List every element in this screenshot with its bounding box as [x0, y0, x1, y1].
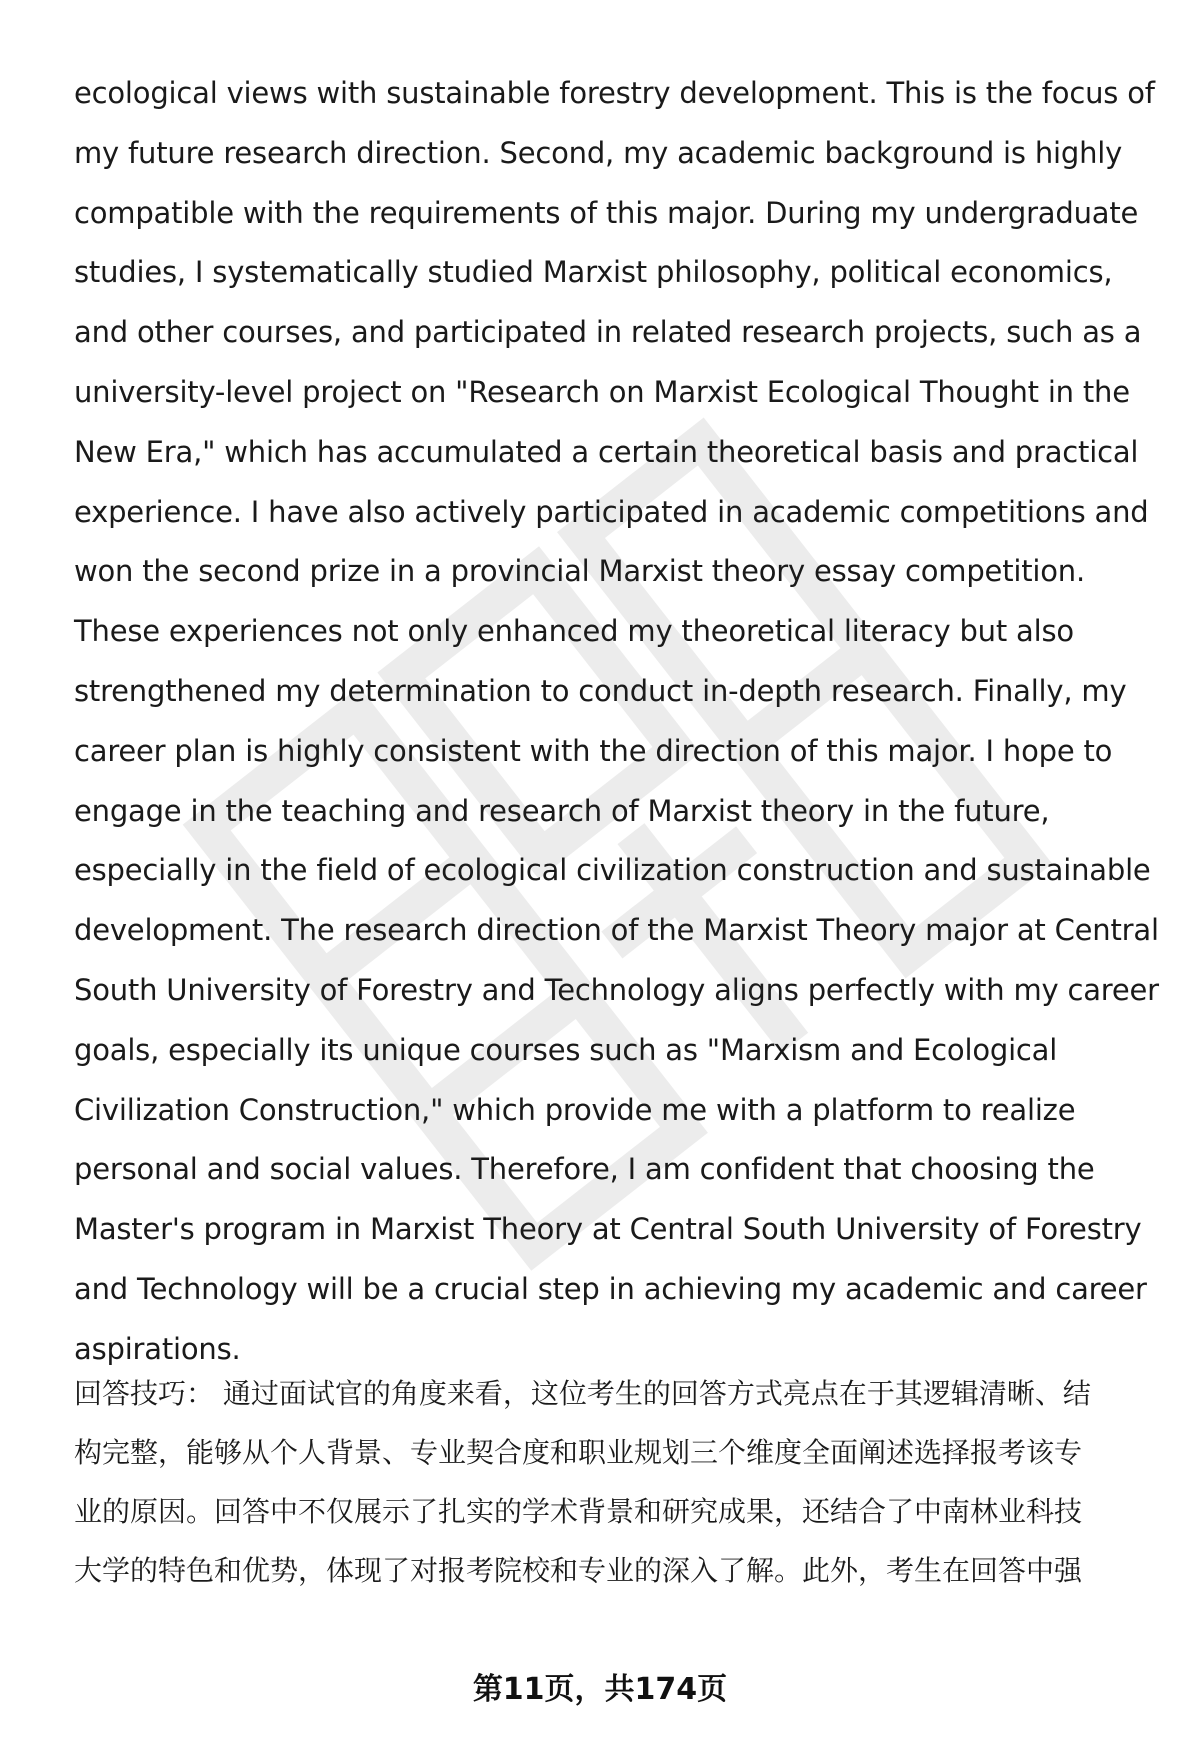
answer-tips-text: [74, 1364, 1154, 1600]
text-line: Civilization Construction," which provide me with a platform to realize: [74, 1092, 1076, 1127]
text-line: These experiences not only enhanced my theoretical literacy but also: [74, 614, 1074, 649]
answer-body-text: [74, 64, 1159, 1380]
tips-line: 回答技巧： 通过面试官的角度来看，这位考生的回答方式亮点在于其逻辑清晰、结: [74, 1377, 1091, 1410]
text-line: and Technology will be a crucial step in achieving my academic and career: [74, 1271, 1147, 1306]
text-line: strengthened my determination to conduct in-depth research. Finally, my: [74, 673, 1127, 708]
text-line: compatible with the requirements of this major. During my undergraduate: [74, 195, 1139, 230]
text-line: development. The research direction of the Marxist Theory major at Central: [74, 913, 1159, 948]
text-line: and other courses, and participated in related research projects, such as a: [74, 315, 1142, 350]
tips-line: 大学的特色和优势，体现了对报考院校和专业的深入了解。此外，考生在回答中强: [74, 1554, 1083, 1587]
text-line: personal and social values. Therefore, I am confident that choosing the: [74, 1152, 1095, 1187]
text-line: New Era," which has accumulated a certain theoretical basis and practical: [74, 434, 1139, 469]
text-line: especially in the field of ecological civilization construction and sustainable: [74, 853, 1151, 888]
text-line: won the second prize in a provincial Marxist theory essay competition.: [74, 554, 1085, 589]
tips-line: 业的原因。回答中不仅展示了扎实的学术背景和研究成果，还结合了中南林业科技: [74, 1495, 1083, 1528]
text-line: my future research direction. Second, my academic background is highly: [74, 135, 1123, 170]
text-line: studies, I systematically studied Marxist philosophy, political economics,: [74, 255, 1113, 290]
text-line: university-level project on "Research on Marxist Ecological Thought in the: [74, 374, 1130, 409]
text-line: ecological views with sustainable forestry development. This is the focus of: [74, 76, 1155, 110]
text-line: South University of Forestry and Technology aligns perfectly with my career: [74, 972, 1159, 1007]
text-line: experience. I have also actively participated in academic competitions and: [74, 494, 1149, 529]
text-line: career plan is highly consistent with the direction of this major. I hope to: [74, 733, 1113, 768]
page-number: 第11页，共174页: [472, 1672, 728, 1707]
text-line: Master's program in Marxist Theory at Central South University of Forestry: [74, 1212, 1142, 1247]
text-line: goals, especially its unique courses such as "Marxism and Ecological: [74, 1032, 1058, 1067]
text-line: aspirations.: [74, 1331, 241, 1366]
text-line: engage in the teaching and research of Marxist theory in the future,: [74, 793, 1050, 828]
tips-line: 构完整，能够从个人背景、专业契合度和职业规划三个维度全面阐述选择报考该专: [74, 1436, 1083, 1469]
